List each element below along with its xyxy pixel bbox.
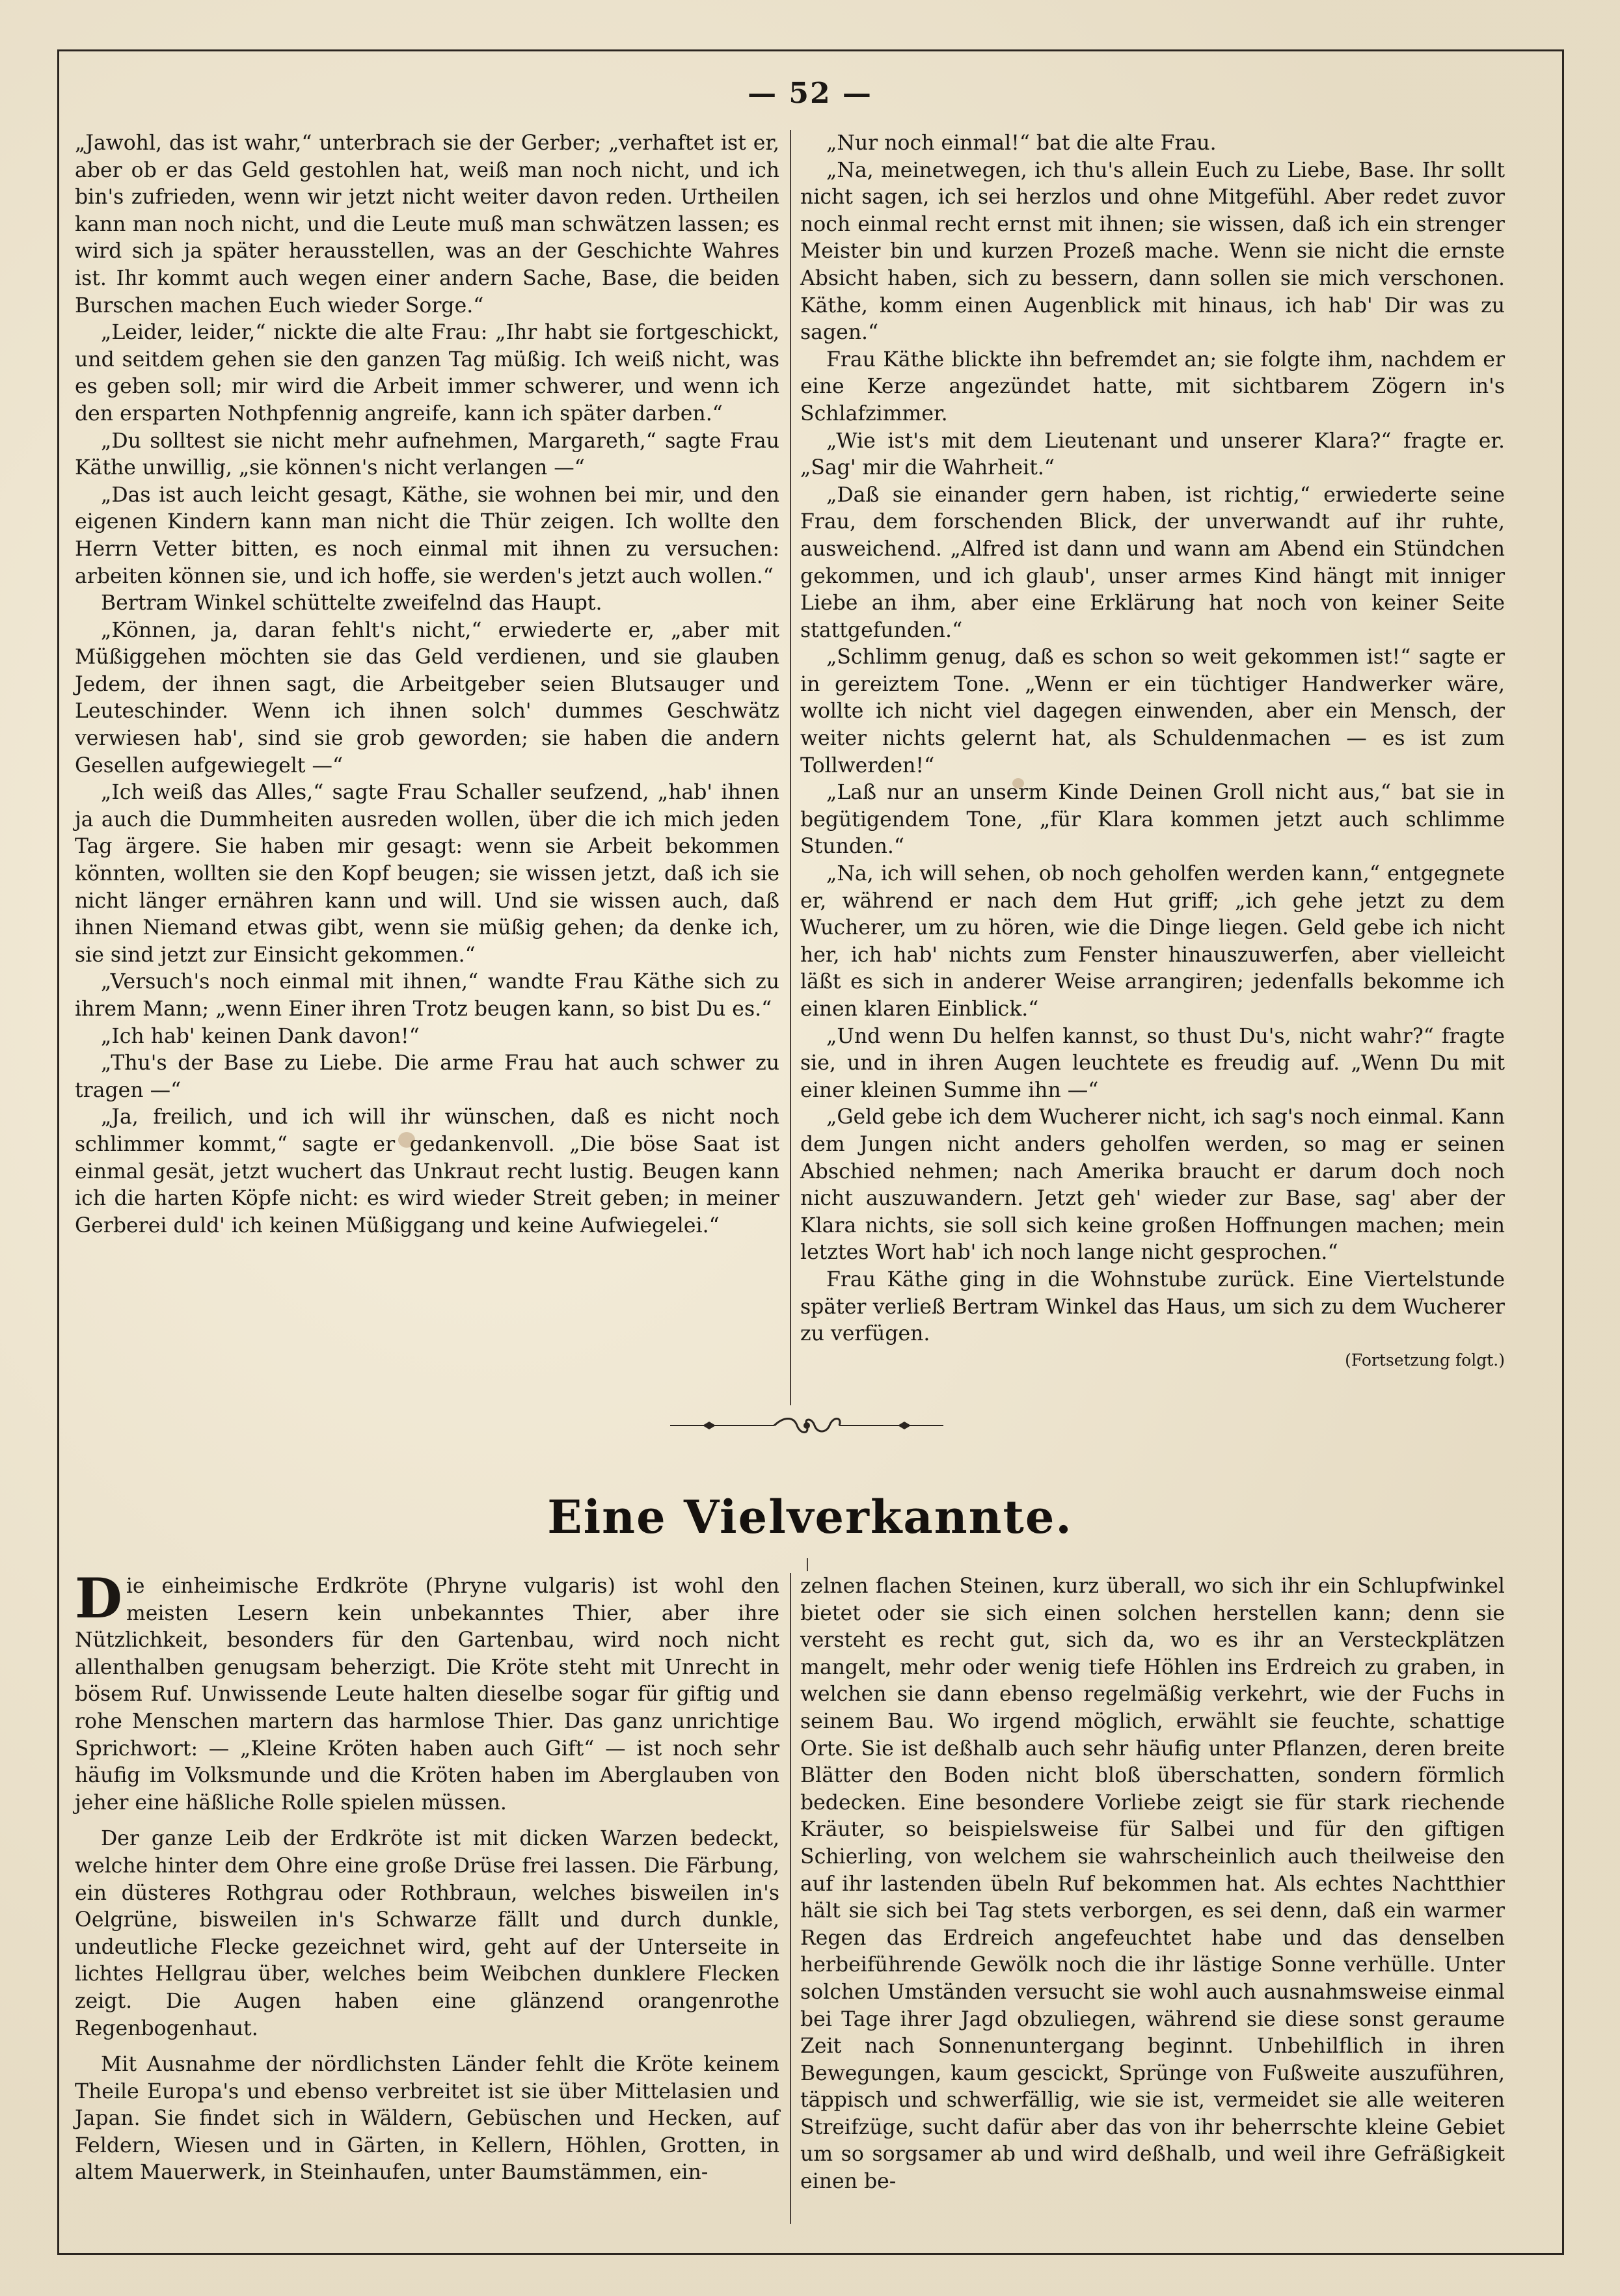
article-left-column (75, 1566, 779, 2187)
story-paragraph: „Ja, freilich, und ich will ihr wünschen, daß es nicht noch schlimmer kommt,“ sagte er gedankenvoll. „Die böse Saat ist einmal gesät, jetzt wuchert das Unkraut recht lustig. Beugen kann ich die harten Köpfe nicht: es wird wieder Streit geben; in meiner Gerberei duld' ich keinen Müßiggang und keine Aufwiegelei.“ (75, 1105, 779, 1237)
story-paragraph: „Können, ja, daran fehlt's nicht,“ erwiederte er, „aber mit Müßiggehen möchten sie das Geld verdienen, und sie glauben Jedem, der ihnen sagt, die Arbeitgeber seien Blutsauger und Leuteschinder. Wenn ich ihnen solch' dummes Geschwätz verwiesen hab', sind sie grob geworden; sie haben die andern Gesellen aufgewiegelt —“ (75, 618, 779, 777)
story-paragraph: „Geld gebe ich dem Wucherer nicht, ich sag's noch einmal. Kann dem Jungen nicht anders geholfen werden, so mag er seinen Abschied nehmen; nach Amerika braucht er darum doch noch nicht auszuwandern. Jetzt geh' wieder zur Base, sag' aber der Klara nichts, sie soll sich keine großen Hoffnungen machen; mein letztes Wort hab' ich noch lange nicht gesprochen.“ (800, 1105, 1505, 1265)
story-paragraph: „Laß nur an unserm Kinde Deinen Groll nicht aus,“ bat sie in begütigendem Tone, „für Klara kommen jetzt auch schlimme Stunden.“ (800, 781, 1505, 859)
story-paragraph: „Nur noch einmal!“ bat die alte Frau. (826, 131, 1217, 155)
story-paragraph: „Thu's der Base zu Liebe. Die arme Frau hat auch schwer zu tragen —“ (75, 1051, 779, 1102)
article-title: Eine Vielverkannte. (547, 1490, 1073, 1544)
article-lead-text: ie einheimische Erdkröte (Phryne vulgaris) ist wohl den meisten Lesern kein unbekanntes Thier, aber ihre Nützlichkeit, besonders für den Gartenbau, wird noch nicht allenthalben genugsam beherzigt. Die Kröte steht mit Unrecht in bösem Ruf. Unwissende Leute halten dieselbe sogar für giftig und rohe Menschen martern das harmlose Thier. Das ganz unrichtige Sprichwort: — „Kleine Kröten haben auch Gift“ — ist noch sehr häufig im Volksmunde und die Kröten haben im Aberglauben von jeher eine häßliche Rolle spielen müssen. (75, 1574, 779, 1815)
story-paragraph: „Jawohl, das ist wahr,“ unterbrach sie der Gerber; „verhaftet ist er, aber ob er das Geld gestohlen hat, weiß man noch nicht, und ich bin's zufrieden, wenn wir jetzt nicht weiter davon reden. Urtheilen kann man noch nicht, und die Leute muß man schwätzen lassen; es wird sich ja später herausstellen, was an der Geschichte Wahres ist. Ihr kommt auch wegen einer andern Sache, Base, die beiden Burschen machen Euch wieder Sorge.“ (75, 131, 779, 317)
article-paragraph: Mit Ausnahme der nördlichsten Länder fehlt die Kröte keinem Theile Europa's und ebenso verbreitet ist sie über Mittelasien und Japan. Sie findet sich in Wäldern, Gebüschen und Hecken, auf Feldern, Wiesen und in Gärten, in Kellern, Höhlen, Grotten, in altem Mauerwerk, in Steinhaufen, unter Baumstämmen, ein- (75, 2053, 779, 2185)
article-paragraph: Der ganze Leib der Erdkröte ist mit dicken Warzen bedeckt, welche hinter dem Ohre eine große Drüse frei lassen. Die Färbung, ein düsteres Rothgrau oder Rothbraun, welches bisweilen in's Oelgrüne, bisweilen in's Schwarze fällt und durch dunkle, undeutliche Flecke gezeichnet wird, geht auf der Unterseite in lichtes Hellgrau über, welches beim Weibchen dunklere Flecken zeigt. Die Augen haben eine glänzend orangenrothe Regenbogenhaut. (75, 1827, 779, 2040)
ornamental-divider (664, 1414, 950, 1437)
column-rule (790, 130, 791, 1405)
continuation-note: (Fortsetzung folgt.) (1345, 1350, 1505, 1370)
paper-stain (1012, 778, 1024, 789)
story-paragraph: „Daß sie einander gern haben, ist richtig,“ erwiederte seine Frau, dem forschenden Blick, der unverwandt auf ihr ruhte, ausweichend. „Alfred ist dann und wann am Abend ein Stündchen gekommen, und ich glaub', unser armes Kind hängt mit inniger Liebe an ihm, aber eine Erklärung hat noch von keiner Seite stattgefunden.“ (800, 483, 1505, 642)
column-rule (790, 1573, 791, 2224)
article-right-column (800, 1573, 1505, 2196)
story-paragraph: „Du solltest sie nicht mehr aufnehmen, Margareth,“ sagte Frau Käthe unwillig, „sie können's nicht verlangen —“ (75, 429, 779, 480)
page-number: — 52 — (748, 77, 872, 110)
ornament-icon (664, 1414, 950, 1437)
story-paragraph: Frau Käthe blickte ihn befremdet an; sie folgte ihm, nachdem er eine Kerze angezündet hatte, mit sichtbarem Zögern in's Schlafzimmer. (800, 347, 1505, 425)
article-section (75, 1566, 1545, 2230)
paper-stain (398, 1132, 415, 1148)
column-rule-start (807, 1558, 808, 1571)
story-paragraph: „Schlimm genug, daß es schon so weit gekommen ist!“ sagte er in gereiztem Tone. „Wenn er ein tüchtiger Handwerker wäre, wollte ich nicht viel dagegen einwenden, aber ein Mensch, der weiter nichts gelernt hat, als Schuldenmachen — es ist zum Tollwerden!“ (800, 645, 1505, 777)
story-paragraph: „Und wenn Du helfen kannst, so thust Du's, nicht wahr?“ fragte sie, und in ihren Augen leuchtete es freudig auf. „Wenn Du mit einer kleinen Summe ihn —“ (800, 1024, 1505, 1102)
story-paragraph: „Ich hab' keinen Dank davon!“ (101, 1024, 420, 1048)
story-paragraph: „Wie ist's mit dem Lieutenant und unserer Klara?“ fragte er. „Sag' mir die Wahrheit.“ (800, 429, 1505, 480)
story-paragraph: „Na, ich will sehen, ob noch geholfen werden kann,“ entgegnete er, während er nach dem Hut griff; „ich gehe jetzt zu dem Wucherer, um zu hören, wie die Dinge liegen. Geld gebe ich nicht her, ich hab' nichts zum Fenster hinauszuwerfen, aber vielleicht läßt es sich in anderer Weise arrangiren; jedenfalls bekomme ich einen klaren Einblick.“ (800, 862, 1505, 1021)
story-paragraph: Bertram Winkel schüttelte zweifelnd das Haupt. (101, 591, 602, 615)
article-lead-paragraph (75, 1566, 779, 1817)
story-right-column (800, 130, 1505, 1373)
story-paragraph: „Ich weiß das Alles,“ sagte Frau Schaller seufzend, „hab' ihnen ja auch die Dummheiten ausreden wollen, über die ich mich jeden Tag ärgere. Sie haben mir gesagt: wenn sie Arbeit bekommen könnten, wollten sie den Kopf beugen; sie wissen jetzt, daß ich sie nicht länger ernähren kann und will. Und sie wissen auch, daß ihnen Niemand etwas gibt, wenn sie müßig gehen; da denke ich, sie sind jetzt zur Einsicht gekommen.“ (75, 781, 779, 967)
story-paragraph: „Leider, leider,“ nickte die alte Frau: „Ihr habt sie fortgeschickt, und seitdem gehen sie den ganzen Tag müßig. Ich weiß nicht, was es geben soll; mir wird die Arbeit immer schwerer, und wenn ich den ersparten Nothpfennig angreife, kann ich später darben.“ (75, 321, 779, 425)
serial-story-section (75, 130, 1545, 1418)
article-paragraph: zelnen flachen Steinen, kurz überall, wo sich ihr ein Schlupfwinkel bietet oder sie sich einen solchen herstellen kann; denn sie versteht es recht gut, sich da, wo es ihr an Versteckplätzen mangelt, mehr oder wenig tiefe Höhlen ins Erdreich zu graben, in welchen sie dann ebenso regelmäßig verkehrt, wie der Fuchs in seinem Bau. Wo irgend möglich, erwählt sie feuchte, schattige Orte. Sie ist deßhalb auch sehr häufig unter Pflanzen, deren breite Blätter den Boden nicht bloß überschatten, sondern förmlich bedecken. Eine besondere Vorliebe zeigt sie für stark riechende Kräuter, so beispielsweise für Salbei und für den giftigen Schierling, von welchem sie wahrscheinlich auch theilweise den auf ihr lastenden übeln Ruf bekommen hat. Als echtes Nachtthier hält sie sich bei Tag stets verborgen, es sei denn, daß ein warmer Regen das Erdreich angefeuchtet habe und das denselben herbeiführende Gewölk noch die ihr lästige Sonne verhülle. Unter solchen Umständen versucht sie wohl auch ausnahmsweise einmal bei Tage ihrer Jagd obzuliegen, während sie diese sonst geraume Zeit nach Sonnenuntergang beginnt. Unbehilflich in ihren Bewegungen, kaum gescickt, Sprünge von Fußweite auszuführen, täppisch und schwerfällig, wie sie ist, vermeidet sie alle weiteren Streifzüge, sucht dafür aber das von ihr beherrschte kleine Gebiet um so sorgsamer ab und wird deßhalb, und weil ihre Gefräßigkeit einen be- (800, 1574, 1505, 2194)
drop-cap: D (75, 1566, 122, 1630)
story-paragraph: Frau Käthe ging in die Wohnstube zurück. Eine Viertelstunde später verließ Bertram Winkel das Haus, um sich zu dem Wucherer zu verfügen. (800, 1267, 1505, 1346)
story-paragraph: „Na, meinetwegen, ich thu's allein Euch zu Liebe, Base. Ihr sollt nicht sagen, ich sei herzlos und ohne Mitgefühl. Aber redet zuvor noch einmal recht ernst mit ihnen; sie wissen, daß ich ein strenger Meister bin und kurzen Prozeß mache. Wenn sie nicht die ernste Absicht haben, sich zu bessern, dann sollen sie mich verschonen. Käthe, komm einen Augenblick mit hinaus, ich hab' Dir was zu sagen.“ (800, 158, 1505, 345)
story-paragraph: „Versuch's noch einmal mit ihnen,“ wandte Frau Käthe sich zu ihrem Mann; „wenn Einer ihren Trotz beugen kann, so bist Du es.“ (75, 970, 779, 1021)
story-paragraph: „Das ist auch leicht gesagt, Käthe, sie wohnen bei mir, und den eigenen Kindern kann man nicht die Thür zeigen. Ich wollte den Herrn Vetter bitten, es noch einmal mit ihnen zu versuchen: arbeiten können sie, und ich hoffe, sie werden's jetzt auch wollen.“ (75, 483, 779, 588)
story-left-column (75, 130, 779, 1239)
